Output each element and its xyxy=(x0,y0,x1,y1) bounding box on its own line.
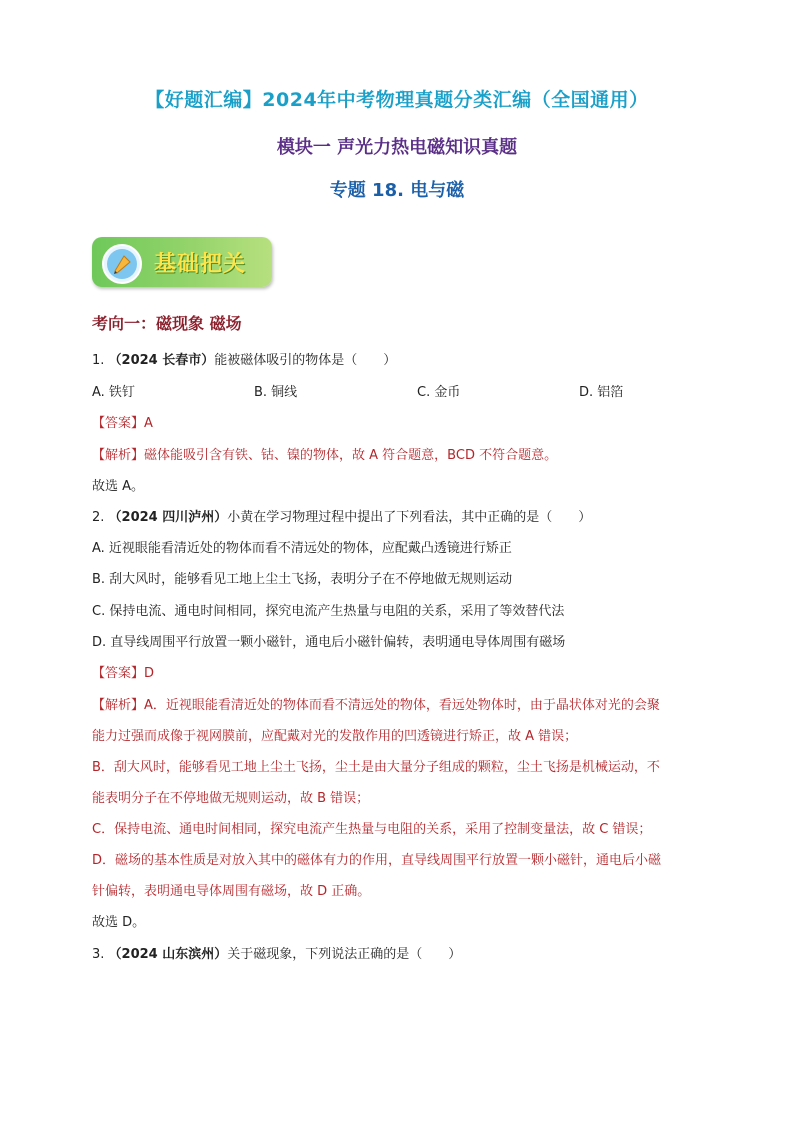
question-number: 2. xyxy=(92,510,105,525)
analysis-line-7: 针偏转，表明通电导体周围有磁场，故 D 正确。 xyxy=(92,884,371,899)
answer: 【答案】D xyxy=(92,666,155,681)
answer: 【答案】A xyxy=(92,416,153,431)
analysis-text: 磁体能吸引含有铁、钴、镍的物体，故 A 符合题意，BCD 不符合题意。 xyxy=(144,448,558,463)
question-stem: 能被磁体吸引的物体是（ ） xyxy=(214,353,397,368)
option-b: B. 刮大风时，能够看见工地上尘土飞扬，表明分子在不停地做无规则运动 xyxy=(92,572,513,587)
question-2 xyxy=(92,506,591,525)
analysis-line-6: D．磁场的基本性质是对放入其中的磁体有力的作用，直导线周围平行放置一颗小磁针，通电后小磁 xyxy=(92,853,662,868)
topic-title: 专题 18. 电与磁 xyxy=(329,180,465,201)
analysis-text: A．近视眼能看清近处的物体而看不清远处的物体，看远处物体时，由于晶状体对光的会聚 xyxy=(144,698,660,713)
question-stem: 小黄在学习物理过程中提出了下列看法，其中正确的是（ ） xyxy=(227,510,592,525)
analysis-line-3: B．刮大风时，能够看见工地上尘土飞扬，尘土是由大量分子组成的颗粒，尘土飞扬是机械运动，不 xyxy=(92,760,660,775)
analysis-line-5: C．保持电流、通电时间相同，探究电流产生热量与电阻的关系，采用了控制变量法，故 C 错误； xyxy=(92,822,652,837)
basic-level-banner xyxy=(92,237,272,287)
banner-label: 基础把关 xyxy=(154,252,247,277)
question-source: （2024 四川泸州） xyxy=(108,510,228,525)
question-source: （2024 山东滨州） xyxy=(108,947,228,962)
option-b: B. 铜线 xyxy=(254,385,298,400)
question-source: （2024 长春市） xyxy=(108,353,215,368)
conclusion: 故选 D。 xyxy=(92,915,146,930)
question-number: 3. xyxy=(92,947,105,962)
analysis-line-4: 能表明分子在不停地做无规则运动，故 B 错误； xyxy=(92,791,370,806)
analysis-tag: 【解析】 xyxy=(92,448,145,463)
question-3 xyxy=(92,943,461,962)
question-1 xyxy=(92,349,396,368)
analysis xyxy=(92,444,557,463)
question-number: 1. xyxy=(92,353,105,368)
pen-nib-icon xyxy=(102,244,142,284)
option-c: C. 保持电流、通电时间相同，探究电流产生热量与电阻的关系，采用了等效替代法 xyxy=(92,604,565,619)
analysis-line-1 xyxy=(92,694,660,713)
conclusion: 故选 A。 xyxy=(92,479,145,494)
option-c: C. 金币 xyxy=(417,385,461,400)
module-title: 模块一 声光力热电磁知识真题 xyxy=(276,137,518,158)
analysis-line-2: 能力过强而成像于视网膜前，应配戴对光的发散作用的凹透镜进行矫正，故 A 错误； xyxy=(92,729,578,744)
document-title: 【好题汇编】2024年中考物理真题分类汇编（全国通用） xyxy=(145,89,649,111)
section-title: 考向一：磁现象 磁场 xyxy=(92,314,242,333)
option-d: D. 直导线周围平行放置一颗小磁针，通电后小磁针偏转，表明通电导体周围有磁场 xyxy=(92,635,566,650)
question-stem: 关于磁现象，下列说法正确的是（ ） xyxy=(227,947,462,962)
option-a: A. 铁钉 xyxy=(92,385,135,400)
option-a: A. 近视眼能看清近处的物体而看不清远处的物体，应配戴凸透镜进行矫正 xyxy=(92,541,512,556)
analysis-tag: 【解析】 xyxy=(92,698,145,713)
option-d: D. 铝箔 xyxy=(579,385,624,400)
